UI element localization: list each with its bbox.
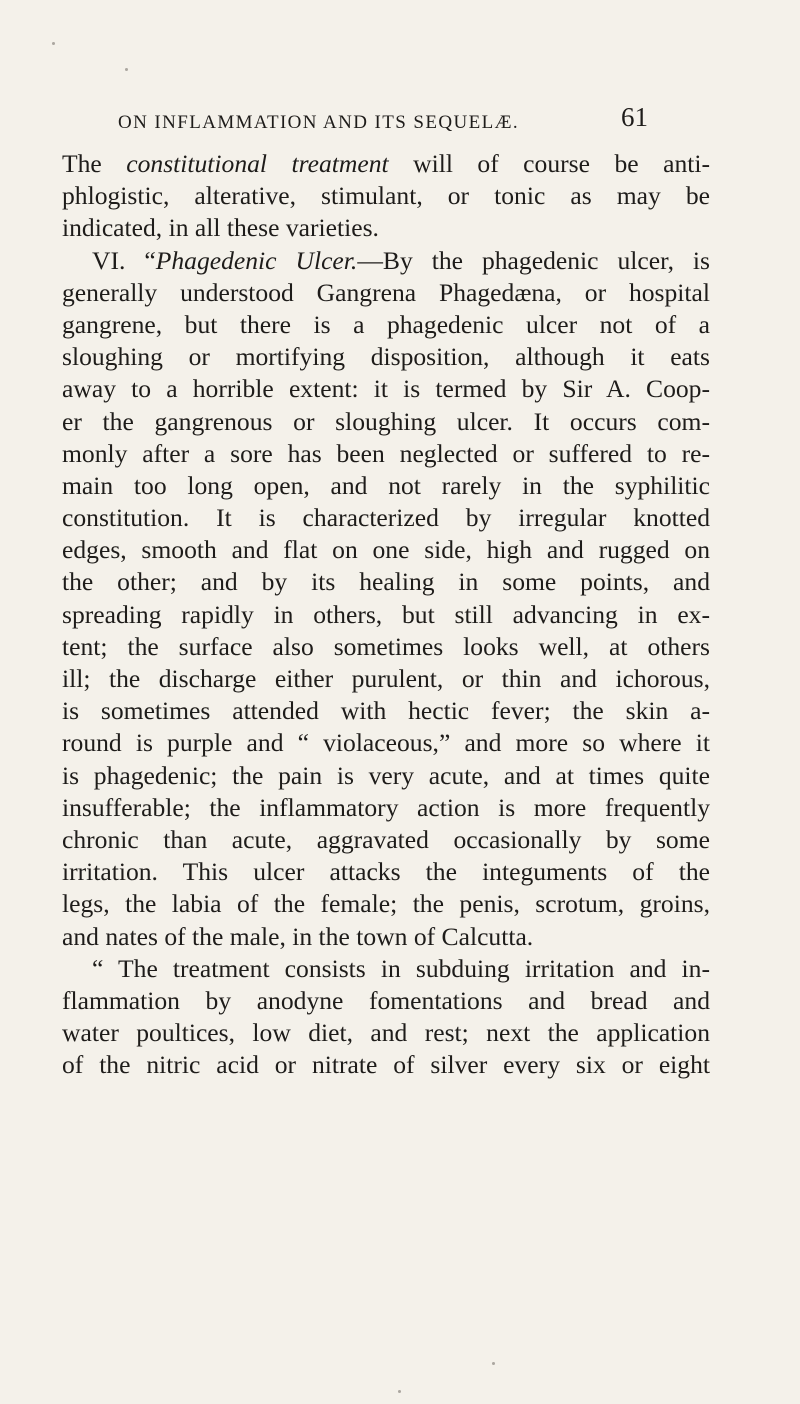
text-run: the other; and by its healing in some points, and <box>62 567 710 597</box>
text-run: and nates of the male, in the town of Calcutta. <box>62 921 534 951</box>
text-run: sloughing or mortifying disposition, although it eats <box>62 342 710 372</box>
text-line <box>62 148 710 180</box>
text-run: is sometimes attended with hectic fever; the skin a- <box>62 696 710 726</box>
text-line <box>62 631 710 663</box>
text-run: water poultices, low diet, and rest; next the application <box>62 1018 710 1048</box>
paper-speck <box>125 68 128 71</box>
text-line <box>62 470 710 502</box>
text-run: er the gangrenous or sloughing ulcer. It occurs com- <box>62 406 710 436</box>
text-line <box>62 212 710 244</box>
text-line <box>62 309 710 341</box>
text-line <box>62 888 710 920</box>
text-run: gangrene, but there is a phagedenic ulcer not of a <box>62 309 710 339</box>
text-run: chronic than acute, aggravated occasionally by some <box>62 824 710 854</box>
text-line <box>62 1049 710 1081</box>
text-run: irritation. This ulcer attacks the integuments of the <box>62 857 710 887</box>
text-line <box>62 502 710 534</box>
text-run: round is purple and “ violaceous,” and more so where it <box>62 728 710 758</box>
text-line <box>62 566 710 598</box>
italic-phrase: constitutional treatment <box>126 149 389 178</box>
text-line <box>62 695 710 727</box>
text-run: legs, the labia of the female; the penis, scrotum, groins, <box>62 889 710 919</box>
paper-speck <box>398 1390 401 1393</box>
text-run: monly after a sore has been neglected or suffered to re- <box>62 438 710 468</box>
text-line <box>62 760 710 792</box>
body-text <box>62 148 710 1081</box>
text-line <box>62 792 710 824</box>
text-run: “ The treatment consists in subduing irritation and in- <box>92 953 710 983</box>
text-run: edges, smooth and flat on one side, high and rugged on <box>62 535 710 565</box>
text-run: constitution. It is characterized by irregular knotted <box>62 503 710 533</box>
text-run: insufferable; the inflammatory action is more frequently <box>62 792 710 822</box>
text-line <box>62 985 710 1017</box>
text-line <box>62 921 710 953</box>
page-number: 61 <box>621 102 648 132</box>
text-line <box>62 277 710 309</box>
text-run: generally understood Gangrena Phagedæna, or hospital <box>62 277 710 307</box>
text-line <box>62 534 710 566</box>
text-line <box>62 373 710 405</box>
text-run: spreading rapidly in others, but still advancing in ex- <box>62 599 710 629</box>
text-run: is phagedenic; the pain is very acute, and at times quite <box>62 760 710 790</box>
text-run: will of course be anti- <box>388 149 710 178</box>
text-line <box>62 856 710 888</box>
text-run: The <box>62 149 127 178</box>
text-line <box>62 824 710 856</box>
text-line <box>62 341 710 373</box>
text-run: flammation by anodyne fomentations and bread and <box>62 985 710 1015</box>
text-run: indicated, in all these varieties. <box>62 213 379 243</box>
text-run: away to a horrible extent: it is termed by Sir A. Coop- <box>62 374 710 404</box>
text-run: ill; the discharge either purulent, or thin and ichorous, <box>62 664 710 693</box>
text-run: tent; the surface also sometimes looks well, at others <box>62 631 710 661</box>
text-line <box>62 1017 710 1049</box>
page-header <box>118 102 648 140</box>
text-line <box>62 663 710 695</box>
running-head: ON INFLAMMATION AND ITS SEQUELÆ. <box>118 112 520 133</box>
text-line <box>62 245 710 277</box>
text-line <box>62 438 710 470</box>
text-run: —By the phagedenic ulcer, is <box>357 245 710 275</box>
text-run: VI. “ <box>92 245 156 275</box>
text-run: phlogistic, alterative, stimulant, or tonic as may be <box>62 181 710 211</box>
paper-speck <box>492 1362 495 1365</box>
text-line <box>62 180 710 212</box>
text-run: of the nitric acid or nitrate of silver every six or eight <box>62 1050 710 1080</box>
text-line <box>62 599 710 631</box>
italic-phrase: Phagedenic Ulcer. <box>155 245 358 275</box>
text-line <box>62 406 710 438</box>
text-run: main too long open, and not rarely in the syphilitic <box>62 470 710 500</box>
paper-speck <box>52 42 55 45</box>
text-line <box>62 727 710 759</box>
text-line <box>62 953 710 985</box>
